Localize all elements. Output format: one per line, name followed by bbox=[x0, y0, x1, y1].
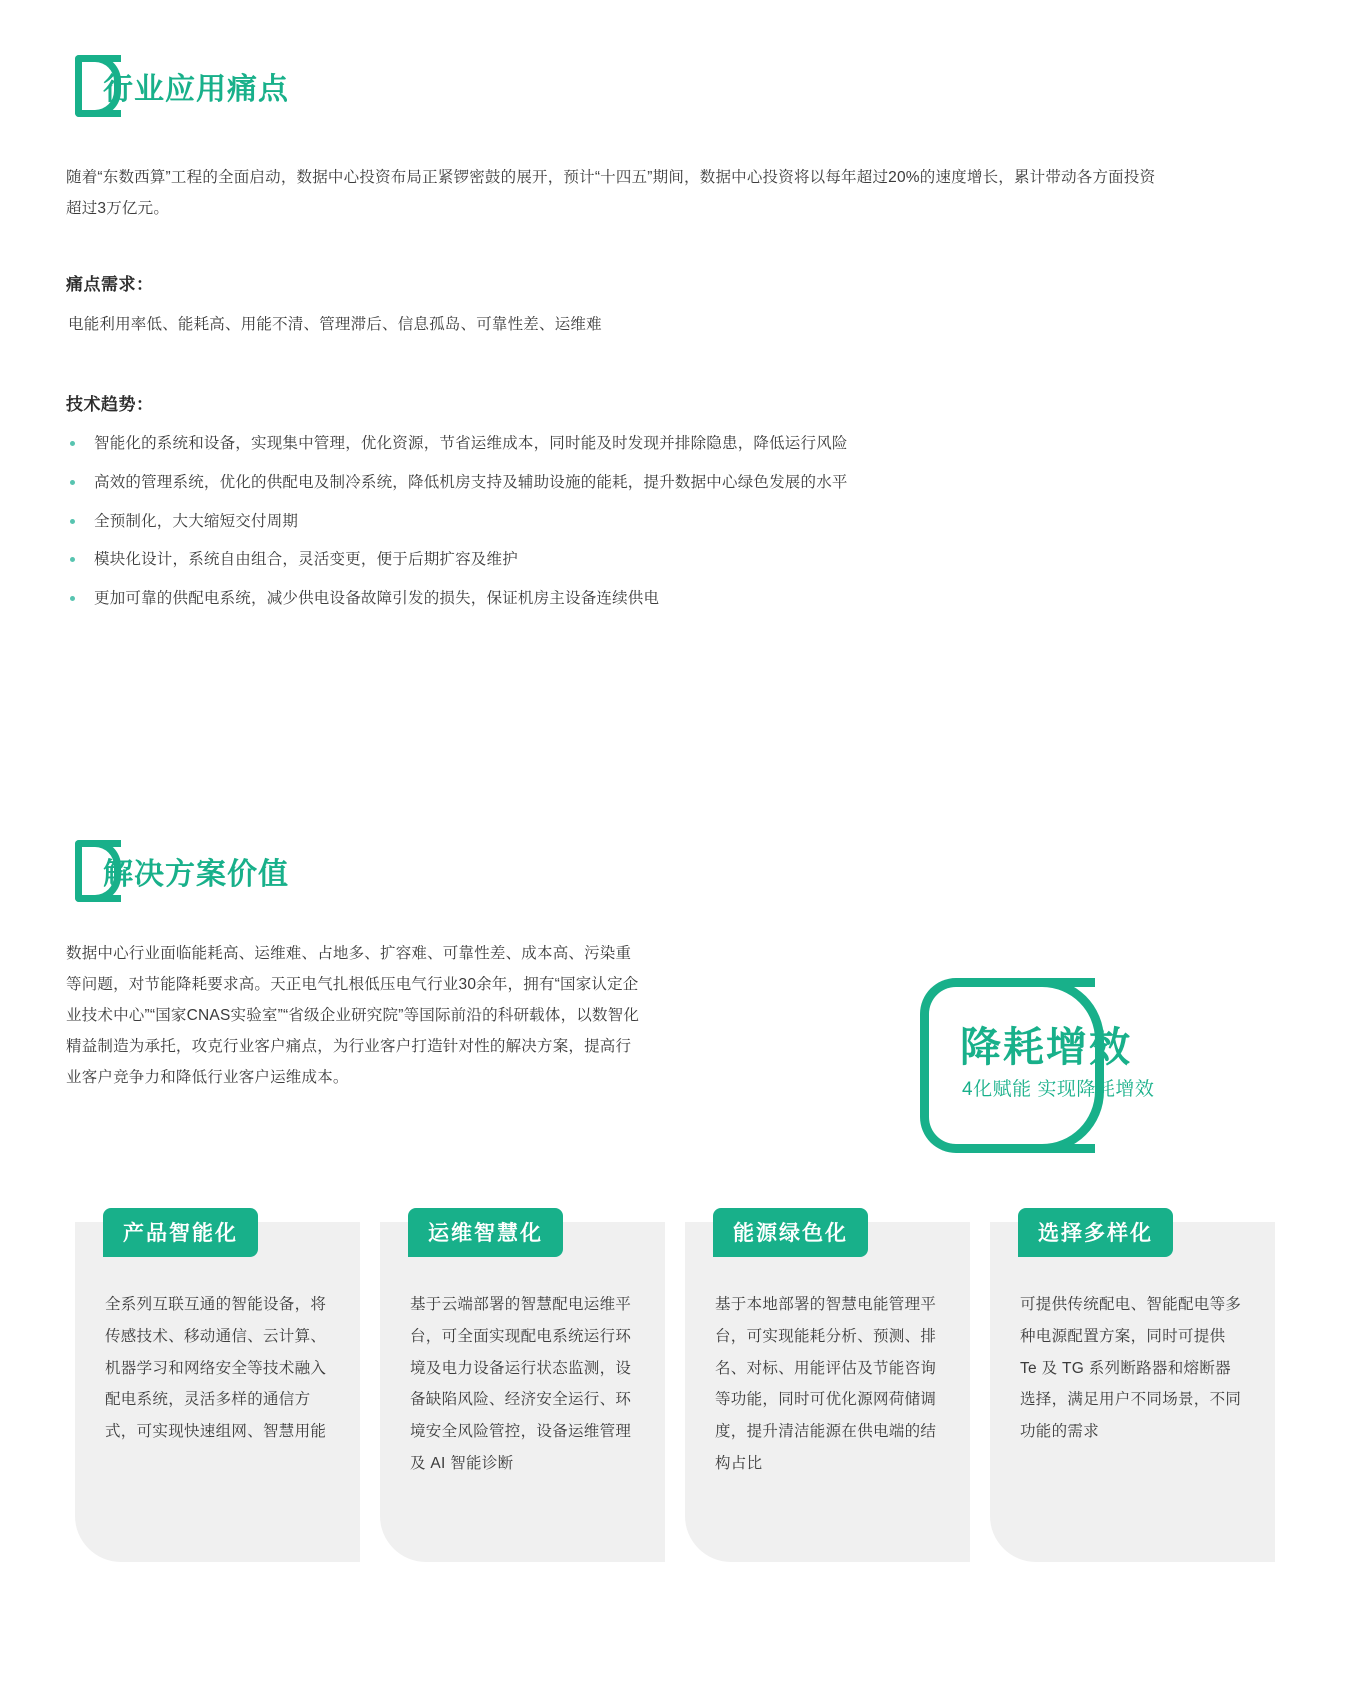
card-body: 基于本地部署的智慧电能管理平台，可实现能耗分析、预测、排名、对标、用能评估及节能咨询等功能，同时可优化源网荷储调度，提升清洁能源在供电端的结构占比 bbox=[715, 1296, 937, 1472]
pain-demand-heading: 痛点需求： bbox=[66, 275, 154, 294]
highlight-badge bbox=[920, 978, 1250, 1153]
value-card-list bbox=[75, 1222, 1275, 1562]
value-card bbox=[685, 1222, 970, 1562]
value-card bbox=[75, 1222, 360, 1562]
card-label: 选择多样化 bbox=[1018, 1208, 1173, 1257]
tech-trend-list bbox=[66, 432, 1156, 626]
list-item: 全预制化，大大缩短交付周期 bbox=[66, 510, 1156, 535]
value-card bbox=[990, 1222, 1275, 1562]
solution-value-intro: 数据中心行业面临能耗高、运维难、占地多、扩容难、可靠性差、成本高、污染重等问题，对节能降耗要求高。天正电气扎根低压电气行业30余年，拥有“国家认定企业技术中心”“国家CNAS实验室”“省级企业研究院”等国际前沿的科研载体，以数智化精益制造为承托，攻克行业客户痛点，为行业客户打造针对性的解决方案，提高行业客户竞争力和降低行业客户运维成本。 bbox=[66, 945, 640, 1086]
section-title: 行业应用痛点 bbox=[103, 73, 289, 106]
card-label: 运维智慧化 bbox=[408, 1208, 563, 1257]
card-body: 全系列互联互通的智能设备，将传感技术、移动通信、云计算、机器学习和网络安全等技术融入配电系统，灵活多样的通信方式，可实现快速组网、智慧用能 bbox=[105, 1296, 327, 1441]
pain-demand-line: 电能利用率低、能耗高、用能不清、管理滞后、信息孤岛、可靠性差、运维难 bbox=[68, 316, 602, 333]
list-item: 模块化设计，系统自由组合，灵活变更，便于后期扩容及维护 bbox=[66, 548, 1156, 573]
value-card bbox=[380, 1222, 665, 1562]
card-label: 能源绿色化 bbox=[713, 1208, 868, 1257]
section-title: 解决方案价值 bbox=[103, 858, 289, 891]
section-heading-pain-points bbox=[75, 55, 289, 117]
list-item: 智能化的系统和设备，实现集中管理，优化资源，节省运维成本，同时能及时发现并排除隐患，降低运行风险 bbox=[66, 432, 1156, 457]
card-body: 可提供传统配电、智能配电等多种电源配置方案，同时可提供 Te 及 TG 系列断路器和熔断器选择，满足用户不同场景，不同功能的需求 bbox=[1020, 1296, 1242, 1441]
badge-title: 降耗增效 bbox=[960, 1024, 1132, 1070]
list-item: 更加可靠的供配电系统，减少供电设备故障引发的损失，保证机房主设备连续供电 bbox=[66, 587, 1156, 612]
card-label: 产品智能化 bbox=[103, 1208, 258, 1257]
tech-trend-heading: 技术趋势： bbox=[66, 395, 154, 414]
card-body: 基于云端部署的智慧配电运维平台，可全面实现配电系统运行环境及电力设备运行状态监测，设备缺陷风险、经济安全运行、环境安全风险管控，设备运维管理及 AI 智能诊断 bbox=[410, 1296, 632, 1472]
badge-subtitle: 4化赋能 实现降耗增效 bbox=[962, 1079, 1155, 1100]
section-heading-solution-value bbox=[75, 840, 289, 902]
list-item: 高效的管理系统，优化的供配电及制冷系统，降低机房支持及辅助设施的能耗，提升数据中心绿色发展的水平 bbox=[66, 471, 1156, 496]
pain-points-intro: 随着“东数西算”工程的全面启动，数据中心投资布局正紧锣密鼓的展开，预计“十四五”期间，数据中心投资将以每年超过20%的速度增长，累计带动各方面投资超过3万亿元。 bbox=[66, 169, 1156, 217]
